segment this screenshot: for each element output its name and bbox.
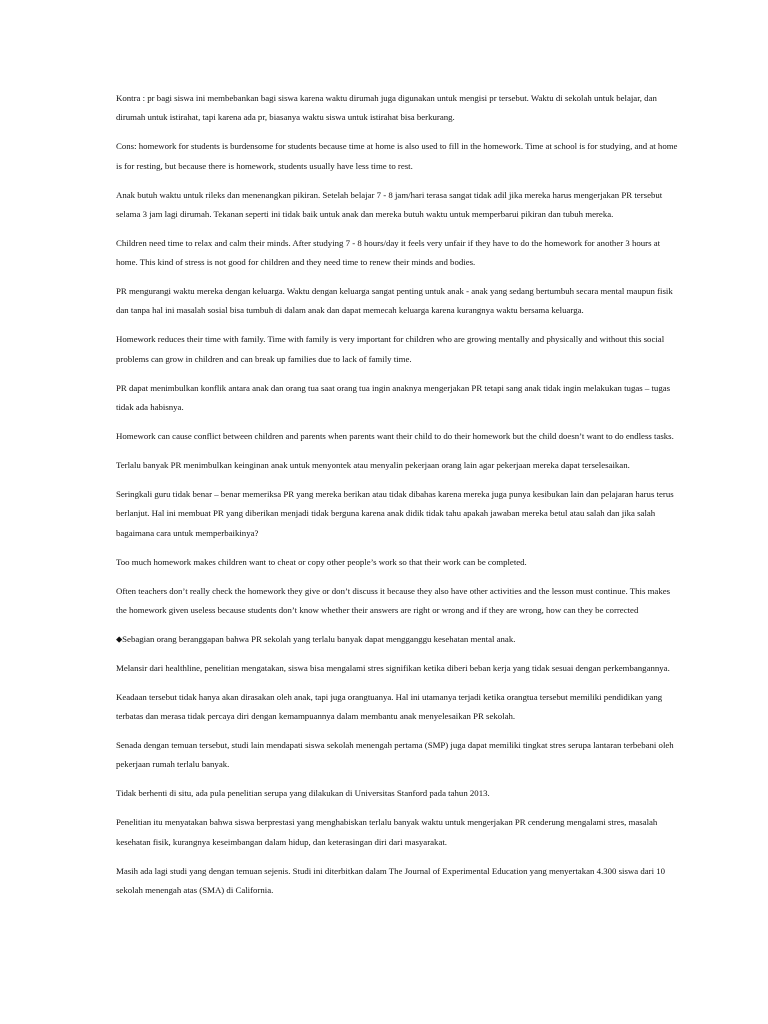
paragraph-konflik-id: PR dapat menimbulkan konflik antara anak dan orang tua saat orang tua ingin anaknya mengerjakan PR tetapi sang anak tidak ingin melakukan tugas – tugas tidak ada habisnya. [116,382,671,412]
paragraph-keluarga-id: PR mengurangi waktu mereka dengan keluarga. Waktu dengan keluarga sangat penting untuk anak - anak yang sedang bertumbuh secara mental maupun fisik dan tanpa hal ini masalah sosial bisa tumbuh di dalam anak dan dapat memecah keluarga karena kurangnya waktu bersama keluarga. [116,286,673,316]
paragraph-cons-en: Cons: homework for students is burdensome for students because time at home is also used to fill in the homework. Time at school is for studying, and at home is for resting, but because there is homework, students usually have less time to rest. [116,141,678,171]
paragraph-relax-en: Children need time to relax and calm their minds. After studying 7 - 8 hours/day it feels very unfair if they have to do the homework for another 3 hours at home. This kind of stress is not good for children and they need time to renew their minds and bodies. [116,237,661,268]
paragraph-teachers-en: Often teachers don’t really check the homework they give or don’t discuss it because they also have other activities and the lesson must continue. This makes the homework given useless because students don’t know whether their answers are right or wrong and if they are wrong, how can they be corrected [116,585,671,615]
document-page [116,89,678,910]
paragraph-kontra-id: Kontra : pr bagi siswa ini membebankan bagi siswa karena waktu dirumah juga digunakan untuk mengisi pr tersebut. Waktu di sekolah untuk belajar, dan dirumah untuk istirahat, tapi karena ada pr, biasanya waktu siswa untuk istirahat bisa berkurang. [116,93,657,123]
paragraph-smp: Senada dengan temuan tersebut, studi lain mendapati siswa sekolah menengah pertama (SMP) juga dapat memiliki tingkat stres serupa lantaran terbebani oleh pekerjaan rumah terlalu banyak. [116,740,674,770]
paragraph-penelitian: Penelitian itu menyatakan bahwa siswa berprestasi yang menghabiskan terlalu banyak waktu untuk mengerjakan PR cenderung mengalami stres, masalah kesehatan fisik, kurangnya keseimbangan dalam hidup, dan keterasingan diri dari masyarakat. [116,817,658,847]
paragraph-conflict-en: Homework can cause conflict between children and parents when parents want their child to do their homework but the child doesn’t want to do endless tasks. [116,430,674,441]
paragraph-rileks-id: Anak butuh waktu untuk rileks dan menenangkan pikiran. Setelah belajar 7 - 8 jam/hari terasa sangat tidak adil jika mereka harus mengerjakan PR tersebut selama 3 jam lagi dirumah. Tekanan seperti ini tidak baik untuk anak dan mereka butuh waktu untuk memperbarui pikiran dan tubuh mereka. [116,189,663,219]
paragraph-stanford: Tidak berhenti di situ, ada pula penelitian serupa yang dilakukan di Universitas Stanford pada tahun 2013. [116,788,490,799]
paragraph-family-en: Homework reduces their time with family. Time with family is very important for children who are growing mentally and physically and without this social problems can grow in children and can break up families due to lack of family time. [116,334,665,364]
paragraph-orangtua: Keadaan tersebut tidak hanya akan dirasakan oleh anak, tapi juga orangtuanya. Hal ini utamanya terjadi ketika orangtua tersebut memiliki pendidikan yang terbatas dan merasa tidak percaya diri dengan kemampuannya dalam membantu anak menyelesaikan PR sekolah. [116,691,663,722]
paragraph-healthline: Melansir dari healthline, penelitian mengatakan, siswa bisa mengalami stres signifikan ketika diberi beban kerja yang tidak sesuai dengan perkembangannya. [116,662,670,673]
paragraph-menyontek-id: Terlalu banyak PR menimbulkan keinginan anak untuk menyontek atau menyalin pekerjaan orang lain agar pekerjaan mereka dapat terselesaikan. [116,459,630,470]
paragraph-cheat-en: Too much homework makes children want to cheat or copy other people’s work so that their work can be completed. [116,556,527,567]
paragraph-journal: Masih ada lagi studi yang dengan temuan sejenis. Studi ini diterbitkan dalam The Journal of Experimental Education yang menyertakan 4.300 siswa dari 10 sekolah menengah atas (SMA) di California. [116,865,666,895]
paragraph-mental-health: ⬥Sebagian orang beranggapan bahwa PR sekolah yang terlalu banyak dapat mengganggu kesehatan mental anak. [116,633,516,644]
paragraph-guru-id: Seringkali guru tidak benar – benar memeriksa PR yang mereka berikan atau tidak dibahas karena mereka juga punya kesibukan lain dan pelajaran harus terus berlanjut. Hal ini membuat PR yang diberikan menjadi tidak berguna karena anak didik tidak tahu apakah jawaban mereka betul atau salah dan jika salah bagaimana cara untuk memperbaikinya? [116,488,674,538]
